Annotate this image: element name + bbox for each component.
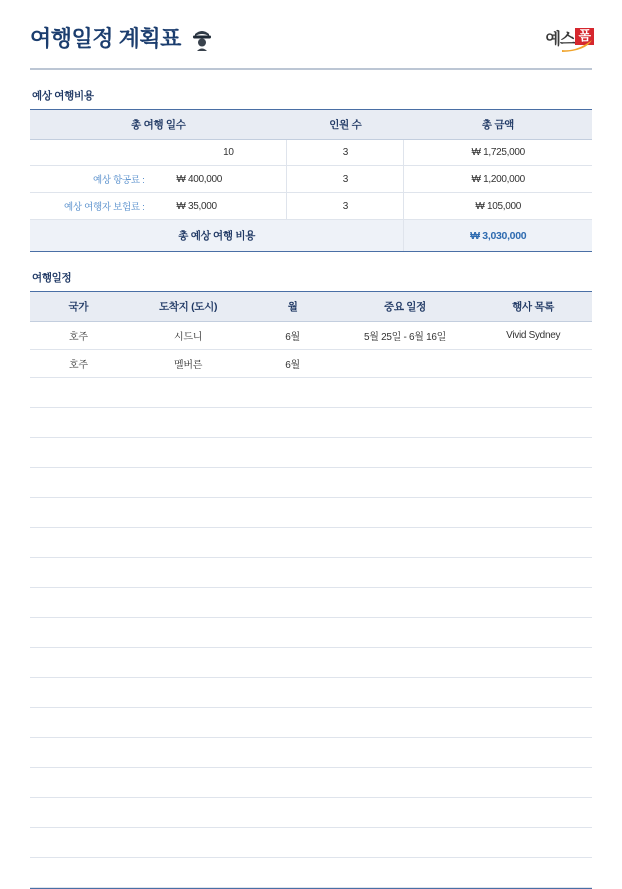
itin-empty-cell[interactable] <box>127 798 250 828</box>
table-row <box>30 468 592 498</box>
itin-country[interactable]: 호주 <box>30 322 127 350</box>
cost-row-people[interactable]: 3 <box>287 140 404 166</box>
cost-section-label: 예상 여행비용 <box>32 90 94 102</box>
itin-empty-cell[interactable] <box>30 558 127 588</box>
table-row <box>30 708 592 738</box>
logo-text: 예스 <box>545 31 575 48</box>
itin-empty-cell[interactable] <box>474 798 592 828</box>
itin-empty-cell[interactable] <box>250 768 337 798</box>
itin-empty-cell[interactable] <box>30 858 127 888</box>
itin-empty-cell[interactable] <box>30 588 127 618</box>
itin-empty-cell[interactable] <box>30 768 127 798</box>
itin-events[interactable] <box>474 350 592 378</box>
itin-empty-cell[interactable] <box>337 528 475 558</box>
table-row <box>30 193 592 220</box>
itin-empty-cell[interactable] <box>30 438 127 468</box>
itin-empty-cell[interactable] <box>250 498 337 528</box>
itin-empty-cell[interactable] <box>337 378 475 408</box>
table-row <box>30 798 592 828</box>
table-row <box>30 648 592 678</box>
itin-empty-cell[interactable] <box>474 468 592 498</box>
itin-empty-cell[interactable] <box>250 618 337 648</box>
itin-empty-cell[interactable] <box>337 768 475 798</box>
itin-country[interactable]: 호주 <box>30 350 127 378</box>
table-row <box>30 588 592 618</box>
page-title: 여행일정 계획표 <box>30 26 181 51</box>
document-header <box>0 0 622 56</box>
itin-empty-cell[interactable] <box>30 528 127 558</box>
cost-row-label: 예상 여행자 보험료 : <box>30 193 158 220</box>
itin-schedule[interactable]: 5월 25일 - 6월 16일 <box>336 322 475 350</box>
itinerary-empty-rows <box>30 378 592 888</box>
itin-empty-cell[interactable] <box>474 588 592 618</box>
itin-empty-cell[interactable] <box>127 708 250 738</box>
itin-empty-cell[interactable] <box>250 438 337 468</box>
itin-empty-cell[interactable] <box>30 828 127 858</box>
itin-empty-cell[interactable] <box>127 378 250 408</box>
itin-empty-cell[interactable] <box>127 678 250 708</box>
itin-empty-cell[interactable] <box>30 648 127 678</box>
itin-empty-cell[interactable] <box>30 498 127 528</box>
itin-empty-cell[interactable] <box>474 618 592 648</box>
pilot-hat-icon <box>191 25 213 51</box>
itin-empty-cell[interactable] <box>30 678 127 708</box>
itin-empty-cell[interactable] <box>127 618 250 648</box>
itin-empty-cell[interactable] <box>127 498 250 528</box>
table-row <box>30 322 592 350</box>
itin-city[interactable]: 시드니 <box>127 322 250 350</box>
table-row <box>30 140 592 166</box>
itin-empty-cell[interactable] <box>337 858 475 888</box>
cost-row-people[interactable]: 3 <box>287 166 404 193</box>
itin-empty-cell[interactable] <box>250 648 337 678</box>
itin-empty-cell[interactable] <box>474 438 592 468</box>
itinerary-section <box>30 270 592 888</box>
itin-empty-cell[interactable] <box>337 438 475 468</box>
table-row <box>30 858 592 888</box>
itin-empty-cell[interactable] <box>127 738 250 768</box>
itin-empty-cell[interactable] <box>30 738 127 768</box>
itin-empty-cell[interactable] <box>250 798 337 828</box>
itin-empty-cell[interactable] <box>30 798 127 828</box>
itin-empty-cell[interactable] <box>127 768 250 798</box>
itin-empty-cell[interactable] <box>250 408 337 438</box>
table-row <box>30 678 592 708</box>
itin-empty-cell[interactable] <box>127 588 250 618</box>
itin-empty-cell[interactable] <box>250 588 337 618</box>
itin-empty-cell[interactable] <box>250 558 337 588</box>
itin-empty-cell[interactable] <box>30 408 127 438</box>
itin-empty-cell[interactable] <box>250 828 337 858</box>
table-row <box>30 350 592 378</box>
itin-empty-cell[interactable] <box>474 528 592 558</box>
itin-month[interactable]: 6월 <box>250 322 336 350</box>
itin-empty-cell[interactable] <box>474 678 592 708</box>
itin-empty-cell[interactable] <box>337 498 475 528</box>
itin-empty-cell[interactable] <box>127 858 250 888</box>
logo-box-text: 폼 <box>575 28 594 45</box>
cost-row-value[interactable]: ₩ 35,000 <box>158 193 286 220</box>
table-row <box>30 738 592 768</box>
itin-col-events: 행사 목록 <box>474 292 592 322</box>
itin-empty-cell[interactable] <box>30 378 127 408</box>
cost-row-amount: ₩ 105,000 <box>404 193 592 220</box>
title-row <box>30 22 592 53</box>
itin-empty-cell[interactable] <box>250 528 337 558</box>
itin-empty-cell[interactable] <box>127 468 250 498</box>
itin-empty-cell[interactable] <box>474 558 592 588</box>
itin-empty-cell[interactable] <box>337 798 475 828</box>
itin-empty-cell[interactable] <box>474 738 592 768</box>
itin-empty-cell[interactable] <box>337 678 475 708</box>
itin-empty-cell[interactable] <box>474 498 592 528</box>
table-row <box>30 618 592 648</box>
itin-empty-cell[interactable] <box>337 408 475 438</box>
itin-col-schedule: 중요 일정 <box>336 292 475 322</box>
cost-row-label <box>30 140 158 166</box>
itinerary-table <box>30 291 592 378</box>
itinerary-header-row <box>30 292 592 322</box>
cost-total-label: 총 예상 여행 비용 <box>30 220 404 252</box>
itin-empty-cell[interactable] <box>337 738 475 768</box>
cost-col-amount: 총 금액 <box>404 110 592 140</box>
cost-section <box>30 88 592 252</box>
cost-table-header-row <box>30 110 592 140</box>
itin-empty-cell[interactable] <box>474 408 592 438</box>
itin-col-month: 월 <box>250 292 336 322</box>
cost-total-amount: ₩ 3,030,000 <box>404 220 592 252</box>
itin-col-city: 도착지 (도시) <box>127 292 250 322</box>
table-row <box>30 378 592 408</box>
itin-city[interactable]: 멜버른 <box>127 350 250 378</box>
itin-empty-cell[interactable] <box>474 768 592 798</box>
cost-row-amount: ₩ 1,200,000 <box>404 166 592 193</box>
itin-empty-cell[interactable] <box>250 678 337 708</box>
cost-row-people[interactable]: 3 <box>287 193 404 220</box>
itin-empty-cell[interactable] <box>337 708 475 738</box>
itinerary-section-label: 여행일정 <box>32 272 72 284</box>
cost-row-label: 예상 항공료 : <box>30 166 158 193</box>
cost-col-days: 총 여행 일수 <box>30 110 287 140</box>
itin-empty-cell[interactable] <box>127 558 250 588</box>
itin-empty-cell[interactable] <box>337 558 475 588</box>
itin-empty-cell[interactable] <box>474 708 592 738</box>
cost-total-row <box>30 220 592 252</box>
itin-month[interactable]: 6월 <box>250 350 336 378</box>
itin-empty-cell[interactable] <box>127 408 250 438</box>
itin-empty-cell[interactable] <box>250 738 337 768</box>
itin-empty-cell[interactable] <box>30 468 127 498</box>
table-row <box>30 768 592 798</box>
table-row <box>30 166 592 193</box>
itin-schedule[interactable] <box>336 350 475 378</box>
brand-logo <box>546 26 594 49</box>
header-divider <box>30 68 592 70</box>
itin-empty-cell[interactable] <box>337 468 475 498</box>
cost-row-value[interactable]: 10 <box>158 140 286 166</box>
itin-empty-cell[interactable] <box>337 618 475 648</box>
table-row <box>30 408 592 438</box>
table-row <box>30 558 592 588</box>
itin-empty-cell[interactable] <box>127 648 250 678</box>
itin-empty-cell[interactable] <box>127 528 250 558</box>
itin-empty-cell[interactable] <box>474 858 592 888</box>
itin-events[interactable]: Vivid Sydney <box>474 322 592 350</box>
itin-empty-cell[interactable] <box>30 708 127 738</box>
itin-empty-cell[interactable] <box>127 828 250 858</box>
cost-table <box>30 109 592 252</box>
itin-empty-cell[interactable] <box>250 708 337 738</box>
itin-empty-cell[interactable] <box>250 468 337 498</box>
itin-col-country: 국가 <box>30 292 127 322</box>
table-row <box>30 498 592 528</box>
itin-empty-cell[interactable] <box>250 378 337 408</box>
itin-empty-cell[interactable] <box>337 648 475 678</box>
cost-col-people: 인원 수 <box>287 110 404 140</box>
itin-empty-cell[interactable] <box>337 828 475 858</box>
itin-empty-cell[interactable] <box>474 828 592 858</box>
table-row <box>30 528 592 558</box>
itin-empty-cell[interactable] <box>250 858 337 888</box>
itin-empty-cell[interactable] <box>474 378 592 408</box>
table-row <box>30 438 592 468</box>
itin-empty-cell[interactable] <box>337 588 475 618</box>
itin-empty-cell[interactable] <box>127 438 250 468</box>
cost-row-value[interactable]: ₩ 400,000 <box>158 166 286 193</box>
table-row <box>30 828 592 858</box>
cost-row-amount: ₩ 1,725,000 <box>404 140 592 166</box>
logo-swoosh-icon <box>562 38 596 52</box>
itin-empty-cell[interactable] <box>474 648 592 678</box>
itin-empty-cell[interactable] <box>30 618 127 648</box>
